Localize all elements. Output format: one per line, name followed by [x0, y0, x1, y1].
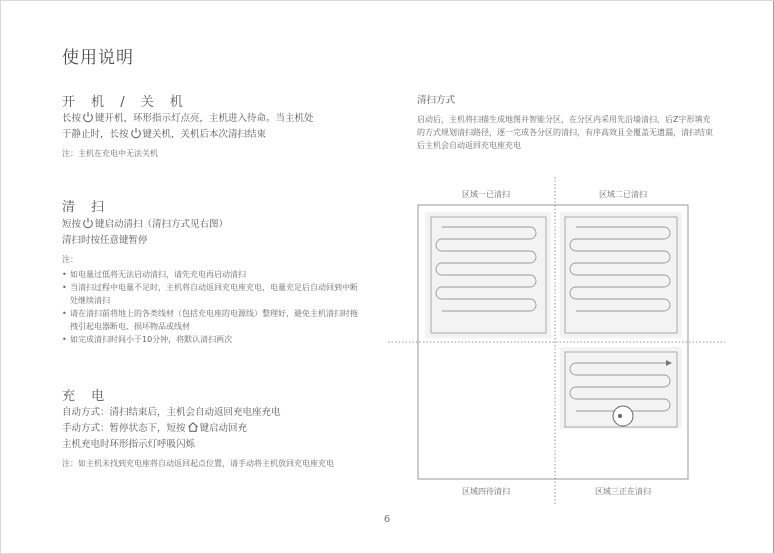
charge-heading: 充 电 [62, 389, 111, 404]
clean-note-item: • 请在清扫前将地上的各类线材（包括充电座的电源线）整理好，避免主机清扫时拖拽引起电器断电、损坏物品或线材 [62, 307, 358, 333]
charge-text [62, 405, 362, 453]
power-icon [82, 217, 94, 229]
power-line2-b: 键关机，关机后本次清扫结束 [142, 129, 267, 140]
robot-icon [613, 406, 633, 426]
clean-line1-b: 键启动清扫（清扫方式见右图） [95, 219, 229, 230]
clean-note-item: • 如电量过低将无法启动清扫，请先充电再启动清扫 [62, 268, 358, 281]
charge-line2-a: 手动方式：暂停状态下，短按 [62, 423, 186, 434]
region3-label: 区域三正在清扫 [595, 487, 651, 496]
clean-note-label: 注： [62, 255, 78, 264]
region1-label: 区域一已清扫 [462, 190, 510, 199]
power-heading: 开 机 / 关 机 [62, 95, 189, 110]
power-line1-a: 长按 [62, 113, 82, 124]
power-icon [82, 111, 94, 123]
page-number: 6 [383, 514, 391, 525]
power-icon [130, 127, 142, 139]
clean-line2: 清扫时按任意键暂停 [62, 235, 148, 246]
clean-notes [62, 268, 358, 346]
charge-line2-b: 键启动回充 [199, 423, 248, 434]
method-title: 清扫方式 [417, 95, 456, 106]
cleaning-diagram [380, 175, 730, 505]
power-line1-b: 键开机，环形指示灯点亮，主机进入待命。当主机处 [95, 113, 314, 124]
region2-label: 区域二已清扫 [599, 190, 647, 199]
method-desc: 启动后，主机将扫描生成地图并智能分区，在分区内采用先沿墙清扫，后Z字形填充的方式规划清扫路径，逐一完成各分区的清扫，有序高效且全覆盖无遗漏，清扫结束后主机会自动返回充电座充电 [417, 115, 713, 150]
charge-line3: 主机充电时环形指示灯呼吸闪烁 [62, 439, 196, 450]
power-text [62, 111, 362, 143]
page-title: 使用说明 [62, 48, 134, 68]
charge-line1: 自动方式：清扫结束后，主机会自动返回充电座充电 [62, 407, 281, 418]
clean-text [62, 217, 362, 249]
power-line2-a: 于静止时，长按 [62, 129, 129, 140]
home-icon [187, 421, 199, 433]
power-note: 注：主机在充电中无法关机 [62, 149, 158, 158]
robot-sensor-icon [618, 414, 622, 418]
charge-note: 注：如主机未找到充电座将自动返回起点位置，请手动将主机放回充电座充电 [62, 459, 334, 468]
clean-heading: 清 扫 [62, 200, 111, 215]
clean-line1-a: 短按 [62, 219, 82, 230]
region4-label: 区域四待清扫 [462, 487, 510, 496]
clean-note-item: • 当清扫过程中电量不足时，主机将自动返回充电座充电，电量充足后自动回到中断处继续清扫 [62, 281, 358, 307]
clean-note-item: • 如完成清扫时间小于10分钟，将默认清扫两次 [62, 333, 358, 346]
